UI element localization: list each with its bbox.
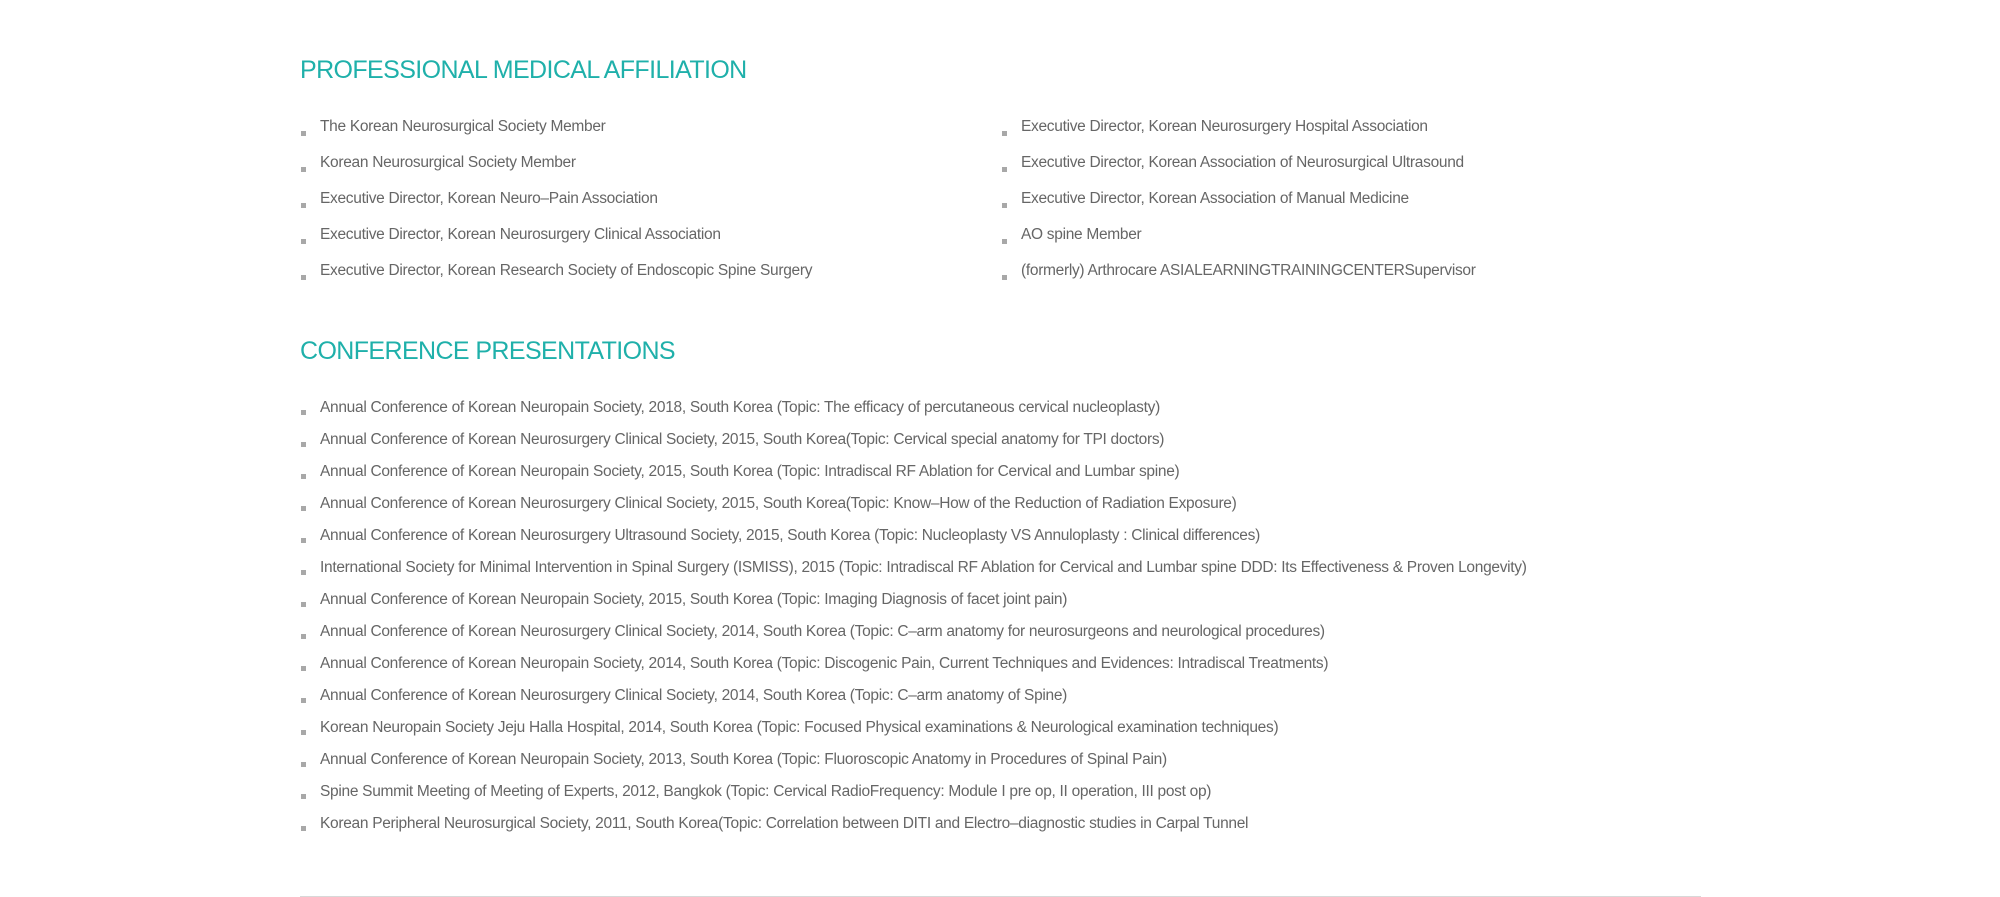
square-bullet-icon: [301, 131, 306, 136]
square-bullet-icon: [301, 410, 306, 415]
square-bullet-icon: [301, 666, 306, 671]
list-item-text: Annual Conference of Korean Neurosurgery Clinical Society, 2014, South Korea (Topic: C–arm anatomy for neurosurgeons and neurological procedures): [320, 623, 1325, 640]
list-item-text: Executive Director, Korean Association of Neurosurgical Ultrasound: [1021, 154, 1464, 171]
list-item-text: (formerly) Arthrocare ASIALEARNINGTRAININGCENTERSupervisor: [1021, 262, 1476, 279]
square-bullet-icon: [1002, 167, 1007, 172]
square-bullet-icon: [1002, 131, 1007, 136]
list-item: [300, 460, 1527, 492]
list-item-text: Executive Director, Korean Research Society of Endoscopic Spine Surgery: [320, 262, 813, 279]
list-item: [300, 780, 1527, 812]
square-bullet-icon: [301, 794, 306, 799]
conference-list: [300, 396, 1527, 844]
list-item: [300, 588, 1527, 620]
list-item: [300, 524, 1527, 556]
list-item: [300, 223, 980, 259]
square-bullet-icon: [301, 239, 306, 244]
square-bullet-icon: [1002, 239, 1007, 244]
list-item: [300, 115, 980, 151]
square-bullet-icon: [301, 474, 306, 479]
list-item-text: Annual Conference of Korean Neurosurgery Clinical Society, 2015, South Korea(Topic: Know–How of the Reduction of Radiation Exposure): [320, 495, 1237, 512]
list-item: [300, 748, 1527, 780]
list-item: [300, 556, 1527, 588]
square-bullet-icon: [301, 634, 306, 639]
list-item: [1001, 151, 1681, 187]
list-item-text: The Korean Neurosurgical Society Member: [320, 118, 606, 135]
square-bullet-icon: [301, 506, 306, 511]
list-item-text: Korean Peripheral Neurosurgical Society, 2011, South Korea(Topic: Correlation between DITI and Electro–diagnostic studies in Carpal Tunnel: [320, 815, 1249, 832]
list-item: [300, 716, 1527, 748]
list-item: [300, 151, 980, 187]
list-item: [1001, 259, 1681, 295]
square-bullet-icon: [301, 602, 306, 607]
square-bullet-icon: [301, 762, 306, 767]
list-item: [300, 684, 1527, 716]
list-item-text: Spine Summit Meeting of Meeting of Experts, 2012, Bangkok (Topic: Cervical RadioFrequency: Module I pre op, II operation, III post op): [320, 783, 1212, 800]
list-item: [1001, 223, 1681, 259]
conference-heading: CONFERENCE PRESENTATIONS: [300, 337, 675, 365]
square-bullet-icon: [301, 538, 306, 543]
list-item-text: Annual Conference of Korean Neuropain Society, 2015, South Korea (Topic: Intradiscal RF Ablation for Cervical and Lumbar spine): [320, 463, 1180, 480]
list-item: [300, 812, 1527, 844]
list-item-text: International Society for Minimal Intervention in Spinal Surgery (ISMISS), 2015 (Topic: Intradiscal RF Ablation for Cervical and Lumbar spine DDD: Its Effectiveness & Proven Longevity): [320, 559, 1527, 576]
square-bullet-icon: [301, 203, 306, 208]
list-item-text: Korean Neuropain Society Jeju Halla Hospital, 2014, South Korea (Topic: Focused Physical examinations & Neurological examination techniques): [320, 719, 1279, 736]
list-item-text: Annual Conference of Korean Neuropain Society, 2013, South Korea (Topic: Fluoroscopic Anatomy in Procedures of Spinal Pain): [320, 751, 1167, 768]
list-item: [1001, 187, 1681, 223]
list-item-text: Annual Conference of Korean Neuropain Society, 2018, South Korea (Topic: The efficacy of percutaneous cervical nucleoplasty): [320, 399, 1160, 416]
list-item-text: Annual Conference of Korean Neuropain Society, 2015, South Korea (Topic: Imaging Diagnosis of facet joint pain): [320, 591, 1068, 608]
list-item-text: Executive Director, Korean Neurosurgery Hospital Association: [1021, 118, 1428, 135]
affiliation-heading: PROFESSIONAL MEDICAL AFFILIATION: [300, 56, 747, 84]
list-item: [300, 428, 1527, 460]
list-item: [300, 620, 1527, 652]
square-bullet-icon: [301, 570, 306, 575]
list-item-text: Executive Director, Korean Neuro–Pain Association: [320, 190, 658, 207]
list-item: [300, 396, 1527, 428]
list-item: [300, 652, 1527, 684]
affiliation-list-right: [1001, 115, 1681, 295]
list-item-text: Executive Director, Korean Association of Manual Medicine: [1021, 190, 1409, 207]
square-bullet-icon: [301, 442, 306, 447]
square-bullet-icon: [301, 275, 306, 280]
affiliation-list-left: [300, 115, 980, 295]
list-item: [1001, 115, 1681, 151]
square-bullet-icon: [301, 698, 306, 703]
square-bullet-icon: [301, 730, 306, 735]
list-item-text: Executive Director, Korean Neurosurgery Clinical Association: [320, 226, 721, 243]
list-item-text: Annual Conference of Korean Neurosurgery Clinical Society, 2015, South Korea(Topic: Cervical special anatomy for TPI doctors): [320, 431, 1165, 448]
list-item: [300, 259, 980, 295]
list-item-text: Annual Conference of Korean Neurosurgery Ultrasound Society, 2015, South Korea (Topic: Nucleoplasty VS Annuloplasty : Clinical differences): [320, 527, 1260, 544]
list-item-text: Korean Neurosurgical Society Member: [320, 154, 576, 171]
list-item: [300, 187, 980, 223]
list-item-text: AO spine Member: [1021, 226, 1142, 243]
list-item-text: Annual Conference of Korean Neurosurgery Clinical Society, 2014, South Korea (Topic: C–arm anatomy of Spine): [320, 687, 1068, 704]
square-bullet-icon: [301, 826, 306, 831]
list-item-text: Annual Conference of Korean Neuropain Society, 2014, South Korea (Topic: Discogenic Pain, Current Techniques and Evidences: Intradiscal Treatments): [320, 655, 1329, 672]
list-item: [300, 492, 1527, 524]
square-bullet-icon: [301, 167, 306, 172]
square-bullet-icon: [1002, 203, 1007, 208]
square-bullet-icon: [1002, 275, 1007, 280]
